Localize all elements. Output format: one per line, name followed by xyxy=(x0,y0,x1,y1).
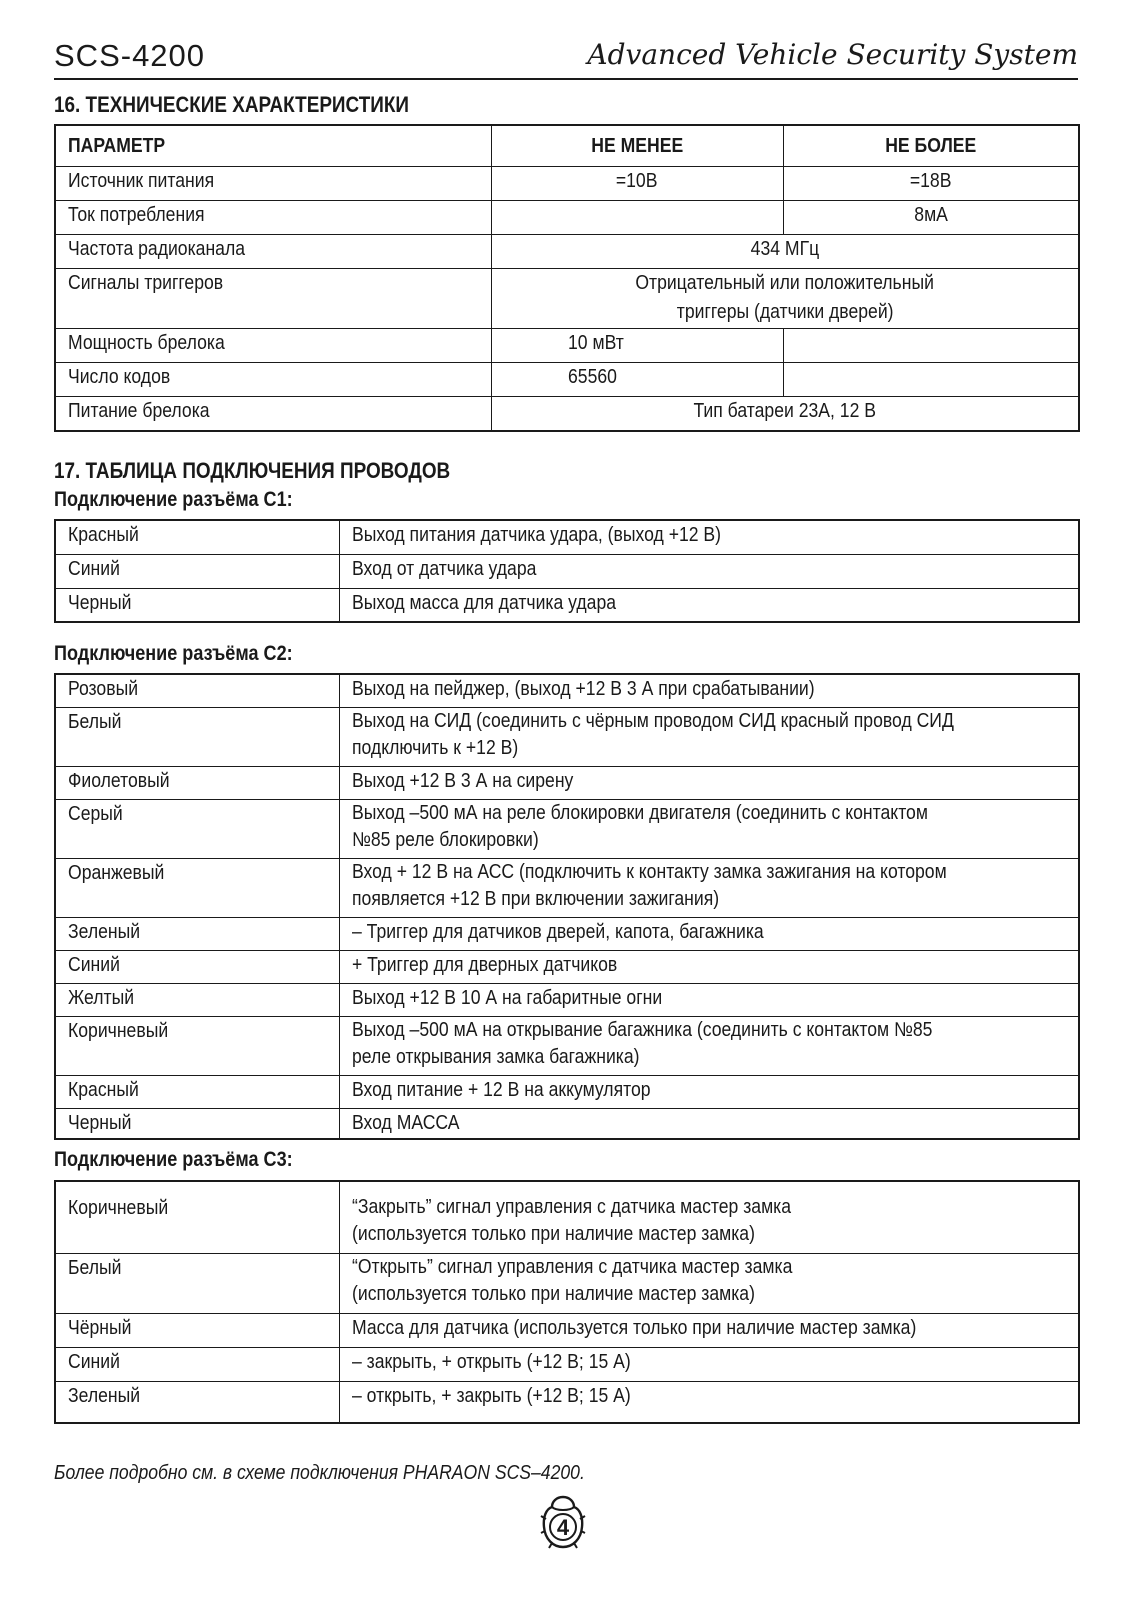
table-row xyxy=(55,201,1079,235)
wire-color-cell: Зеленый xyxy=(55,917,339,950)
table-row xyxy=(55,917,1079,950)
c1-title: Подключение разъёма С1: xyxy=(54,488,293,511)
wire-desc-cell: + Триггер для дверных датчиков xyxy=(339,950,1079,983)
model-name: SCS-4200 xyxy=(54,38,206,73)
table-row xyxy=(55,329,1079,363)
specs-table xyxy=(54,124,1080,432)
wire-color-cell: Фиолетовый xyxy=(55,766,339,799)
column-header: НЕ МЕНЕЕ xyxy=(491,125,783,167)
wire-desc-cell: Выход +12 В 10 А на габаритные огни xyxy=(339,983,1079,1016)
table-row xyxy=(55,1016,1079,1075)
span-cell: 434 МГц xyxy=(491,235,1079,269)
c3-title: Подключение разъёма С3: xyxy=(54,1148,293,1171)
table-row xyxy=(55,269,1079,329)
wire-color-cell: Серый xyxy=(55,799,339,858)
wire-desc-cell: Выход –500 мА на реле блокировки двигателя (соединить с контактом №85 реле блокировки) xyxy=(339,799,1079,858)
wire-color-cell: Черный xyxy=(55,588,339,622)
table-row xyxy=(55,858,1079,917)
page-header xyxy=(54,34,1078,80)
c2-table xyxy=(54,673,1080,1140)
wire-color-cell: Зеленый xyxy=(55,1381,339,1423)
table-row xyxy=(55,554,1079,588)
c3-table xyxy=(54,1180,1080,1424)
wire-color-cell: Синий xyxy=(55,950,339,983)
table-row xyxy=(55,363,1079,397)
table-row xyxy=(55,799,1079,858)
table-row xyxy=(55,167,1079,201)
wire-desc-cell: Вход МАССА xyxy=(339,1108,1079,1139)
table-row xyxy=(55,950,1079,983)
table-row xyxy=(55,1181,1079,1253)
table-row xyxy=(55,674,1079,707)
span-cell: Тип батареи 23А, 12 В xyxy=(491,397,1079,431)
wire-desc-cell: Выход +12 В 3 А на сирену xyxy=(339,766,1079,799)
wire-desc-cell: Вход питание + 12 В на аккумулятор xyxy=(339,1075,1079,1108)
param-cell: Ток потребления xyxy=(55,201,491,235)
wire-color-cell: Чёрный xyxy=(55,1313,339,1347)
max-cell: 8мА xyxy=(783,201,1079,235)
table-row xyxy=(55,1108,1079,1139)
wire-desc-cell: Выход –500 мА на открывание багажника (соединить с контактом №85 реле открывания замка багажника) xyxy=(339,1016,1079,1075)
param-cell: Частота радиоканала xyxy=(55,235,491,269)
wire-desc-cell: “Закрыть” сигнал управления с датчика мастер замка (используется только при наличие мастер замка) xyxy=(339,1181,1079,1253)
wire-color-cell: Красный xyxy=(55,520,339,554)
span-cell: Отрицательный или положительный триггеры (датчики дверей) xyxy=(491,269,1079,329)
wire-color-cell: Желтый xyxy=(55,983,339,1016)
table-row xyxy=(55,983,1079,1016)
scarab-page-number-icon xyxy=(540,1493,586,1551)
column-header: НЕ БОЛЕЕ xyxy=(783,125,1079,167)
table-row xyxy=(55,1075,1079,1108)
table-row xyxy=(55,707,1079,766)
wire-desc-cell: – закрыть, + открыть (+12 В; 15 А) xyxy=(339,1347,1079,1381)
param-cell: Число кодов xyxy=(55,363,491,397)
table-row xyxy=(55,1347,1079,1381)
wire-color-cell: Синий xyxy=(55,1347,339,1381)
wire-color-cell: Синий xyxy=(55,554,339,588)
footer-note: Более подробно см. в схеме подключения PHARAON SCS–4200. xyxy=(54,1462,585,1484)
page-number: 4 xyxy=(556,1515,570,1540)
wire-color-cell: Черный xyxy=(55,1108,339,1139)
table-row xyxy=(55,766,1079,799)
wire-desc-cell: Выход масса для датчика удара xyxy=(339,588,1079,622)
wire-desc-cell: “Открыть” сигнал управления с датчика мастер замка (используется только при наличие мастер замка) xyxy=(339,1253,1079,1313)
system-title: Advanced Vehicle Security System xyxy=(587,38,1078,71)
wire-desc-cell: Выход на пейджер, (выход +12 В 3 А при срабатывании) xyxy=(339,674,1079,707)
min-cell: =10В xyxy=(491,167,783,201)
table-row xyxy=(55,397,1079,431)
wire-color-cell: Розовый xyxy=(55,674,339,707)
table-row xyxy=(55,1381,1079,1423)
table-row xyxy=(55,520,1079,554)
param-cell: Питание брелока xyxy=(55,397,491,431)
wire-desc-cell: Масса для датчика (используется только при наличие мастер замка) xyxy=(339,1313,1079,1347)
max-cell: =18В xyxy=(783,167,1079,201)
table-row xyxy=(55,235,1079,269)
wire-color-cell: Красный xyxy=(55,1075,339,1108)
wire-desc-cell: Вход от датчика удара xyxy=(339,554,1079,588)
wire-desc-cell: – открыть, + закрыть (+12 В; 15 А) xyxy=(339,1381,1079,1423)
wiring-title: 17. ТАБЛИЦА ПОДКЛЮЧЕНИЯ ПРОВОДОВ xyxy=(54,458,451,483)
table-row xyxy=(55,1253,1079,1313)
wire-desc-cell: – Триггер для датчиков дверей, капота, багажника xyxy=(339,917,1079,950)
min-cell: 10 мВт xyxy=(491,329,783,363)
min-cell xyxy=(491,201,783,235)
wire-color-cell: Оранжевый xyxy=(55,858,339,917)
c1-table xyxy=(54,519,1080,623)
param-cell: Источник питания xyxy=(55,167,491,201)
specs-title: 16. ТЕХНИЧЕСКИЕ ХАРАКТЕРИСТИКИ xyxy=(54,92,410,117)
param-cell: Мощность брелока xyxy=(55,329,491,363)
table-header-row xyxy=(55,125,1079,167)
wire-color-cell: Белый xyxy=(55,1253,339,1313)
max-cell xyxy=(783,329,1079,363)
wire-desc-cell: Вход + 12 В на АСС (подключить к контакту замка зажигания на котором появляется +12 В при включении зажигания) xyxy=(339,858,1079,917)
min-cell: 65560 xyxy=(491,363,783,397)
max-cell xyxy=(783,363,1079,397)
column-header: ПАРАМЕТР xyxy=(55,125,491,167)
wire-desc-cell: Выход питания датчика удара, (выход +12 В) xyxy=(339,520,1079,554)
wire-color-cell: Коричневый xyxy=(55,1016,339,1075)
wire-color-cell: Белый xyxy=(55,707,339,766)
c2-title: Подключение разъёма С2: xyxy=(54,642,293,665)
table-row xyxy=(55,1313,1079,1347)
wire-desc-cell: Выход на СИД (соединить с чёрным проводом СИД красный провод СИД подключить к +12 В) xyxy=(339,707,1079,766)
table-row xyxy=(55,588,1079,622)
wire-color-cell: Коричневый xyxy=(55,1181,339,1253)
param-cell: Сигналы триггеров xyxy=(55,269,491,329)
